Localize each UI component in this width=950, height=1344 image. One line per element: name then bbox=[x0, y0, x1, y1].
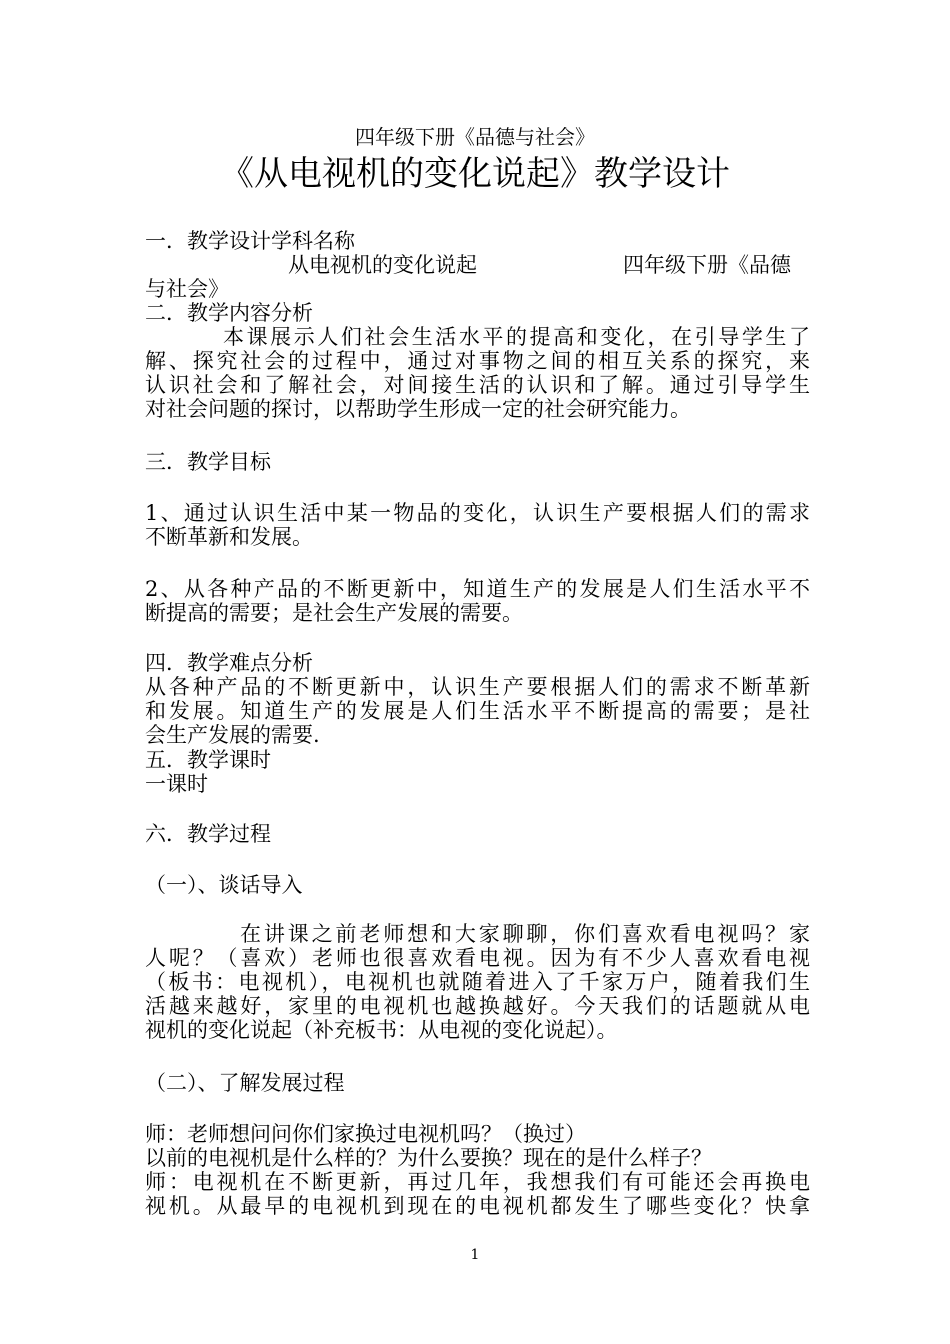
introduction-line: （板书：电视机），电视机也就随着进入了千家万户，随着我们生 bbox=[145, 970, 810, 994]
section-heading-teaching-process: 六．教学过程 bbox=[145, 822, 271, 846]
section-heading-class-hours: 五．教学课时 bbox=[145, 748, 271, 772]
difficulty-line: 从各种产品的不断更新中，认识生产要根据人们的需求不断革新 bbox=[145, 675, 810, 699]
development-line: 以前的电视机是什么样的？为什么要换？现在的是什么样子？ bbox=[145, 1146, 712, 1170]
introduction-line: 活越来越好，家里的电视机也越换越好。今天我们的话题就从电 bbox=[145, 994, 810, 1018]
subject-grade-text: 四年级下册《品德 bbox=[623, 253, 791, 277]
section-heading-difficulty-analysis: 四．教学难点分析 bbox=[145, 651, 313, 675]
difficulty-line: 和发展。知道生产的发展是人们生活水平不断提高的需要；是社 bbox=[145, 699, 810, 723]
development-line: 师：电视机在不断更新，再过几年，我想我们有可能还会再换电 bbox=[145, 1170, 810, 1194]
subject-name-text: 从电视机的变化说起 bbox=[288, 253, 477, 277]
goal-1-line: 1、通过认识生活中某一物品的变化，认识生产要根据人们的需求 bbox=[145, 501, 810, 525]
introduction-line: 在讲课之前老师想和大家聊聊，你们喜欢看电视吗？家 bbox=[240, 922, 810, 946]
content-analysis-line: 本课展示人们社会生活水平的提高和变化，在引导学生了 bbox=[223, 325, 810, 349]
class-hours-value: 一课时 bbox=[145, 772, 208, 796]
document-title: 《从电视机的变化说起》教学设计 bbox=[220, 154, 730, 194]
development-line: 师：老师想问问你们家换过电视机吗？（换过） bbox=[145, 1122, 586, 1146]
goal-2-line: 2、从各种产品的不断更新中，知道生产的发展是人们生活水平不 bbox=[145, 577, 810, 601]
subject-grade-continued: 与社会》 bbox=[145, 277, 229, 301]
section-heading-content-analysis: 二．教学内容分析 bbox=[145, 301, 313, 325]
goal-2-line: 断提高的需要；是社会生产发展的需要。 bbox=[145, 601, 523, 625]
document-subtitle: 四年级下册《品德与社会》 bbox=[355, 125, 595, 149]
section-heading-teaching-goals: 三．教学目标 bbox=[145, 450, 271, 474]
section-heading-subject-name: 一．教学设计学科名称 bbox=[145, 229, 355, 253]
content-analysis-line: 解、探究社会的过程中，通过对事物之间的相互关系的探究，来 bbox=[145, 349, 810, 373]
content-analysis-line: 对社会问题的探讨，以帮助学生形成一定的社会研究能力。 bbox=[145, 397, 691, 421]
introduction-line: 人呢？（喜欢）老师也很喜欢看电视。因为有不少人喜欢看电视 bbox=[145, 946, 810, 970]
page-number: 1 bbox=[470, 1247, 480, 1263]
introduction-line: 视机的变化说起（补充板书：从电视的变化说起）。 bbox=[145, 1018, 618, 1042]
part-heading-introduction: （一）、谈话导入 bbox=[145, 873, 303, 897]
difficulty-line: 会生产发展的需要. bbox=[145, 723, 320, 747]
content-analysis-line: 认识社会和了解社会，对间接生活的认识和了解。通过引导学生 bbox=[145, 373, 810, 397]
goal-1-line: 不断革新和发展。 bbox=[145, 525, 313, 549]
part-heading-development: （二）、了解发展过程 bbox=[145, 1071, 345, 1095]
development-line: 视机。从最早的电视机到现在的电视机都发生了哪些变化？快拿 bbox=[145, 1194, 810, 1218]
